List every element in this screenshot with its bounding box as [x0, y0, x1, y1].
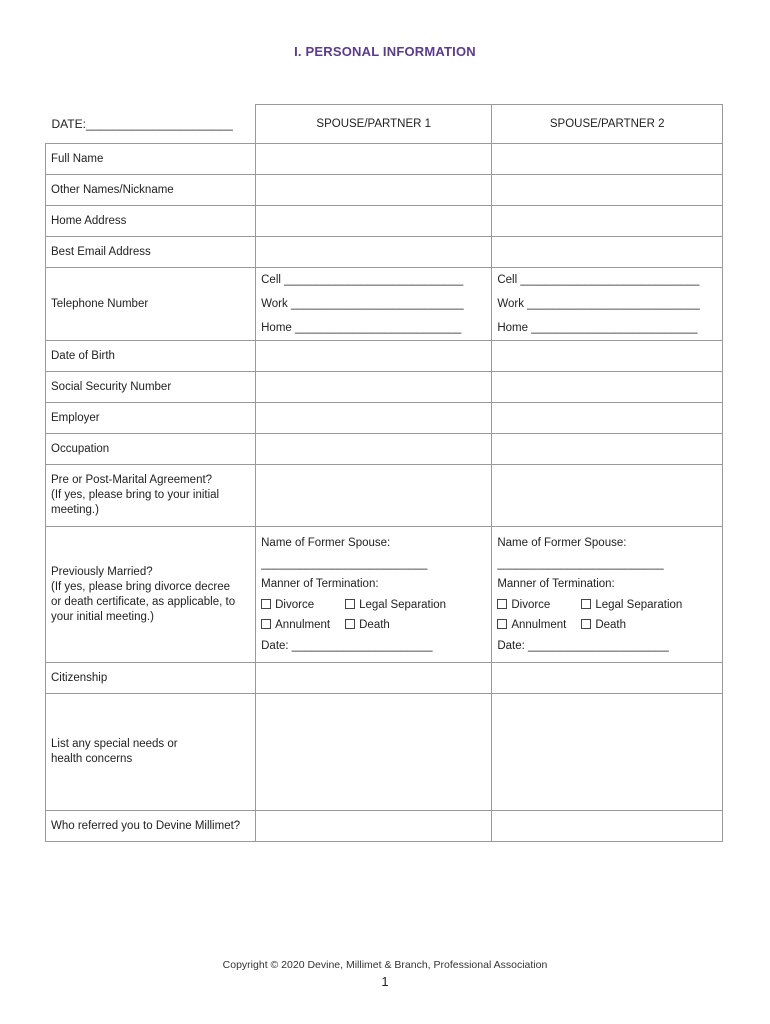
telephone-partner-1[interactable]: [256, 268, 492, 341]
married-line-2: (If yes, please bring divorce decree: [51, 580, 230, 593]
label-date-of-birth: Date of Birth: [46, 341, 256, 372]
agreement-line-1: Pre or Post-Marital Agreement?: [51, 474, 213, 486]
column-header-partner-1: SPOUSE/PARTNER 1: [256, 105, 492, 144]
referred-partner-1[interactable]: [256, 811, 492, 842]
label-telephone: Telephone Number: [46, 268, 256, 341]
legal-separation-option[interactable]: Legal Separation: [581, 599, 682, 611]
agreement-partner-2[interactable]: [492, 465, 723, 527]
label-home-address: Home Address: [46, 206, 256, 237]
legal-separation-option[interactable]: Legal Separation: [345, 599, 446, 611]
employer-partner-1[interactable]: [256, 403, 492, 434]
work-field[interactable]: Work ___________________________: [261, 298, 464, 310]
label-previously-married: [46, 527, 256, 663]
page-title: I. PERSONAL INFORMATION: [294, 44, 476, 59]
citizenship-partner-1[interactable]: [256, 663, 492, 694]
label-agreement: [46, 465, 256, 527]
married-line-3: or death certificate, as applicable, to: [51, 595, 236, 608]
date-field[interactable]: DATE:______________________: [46, 105, 256, 144]
married-line-4: your initial meeting.): [51, 610, 154, 623]
home-address-partner-2[interactable]: [492, 206, 723, 237]
label-occupation: Occupation: [46, 434, 256, 465]
former-spouse-label: Name of Former Spouse:: [261, 537, 391, 549]
termination-label: Manner of Termination:: [497, 578, 615, 590]
cell-field[interactable]: Cell ____________________________: [261, 274, 464, 286]
checkbox-icon[interactable]: [497, 619, 507, 629]
full-name-partner-2[interactable]: [492, 144, 723, 175]
checkbox-icon[interactable]: [581, 619, 591, 629]
termination-date-field[interactable]: Date: ______________________: [261, 639, 433, 652]
special-needs-partner-1[interactable]: [256, 694, 492, 811]
death-option[interactable]: Death: [345, 619, 390, 631]
occupation-partner-2[interactable]: [492, 434, 723, 465]
label-ssn: Social Security Number: [46, 372, 256, 403]
termination-date-field[interactable]: Date: ______________________: [497, 639, 669, 652]
married-partner-2[interactable]: [492, 527, 723, 663]
former-spouse-label: Name of Former Spouse:: [497, 537, 627, 549]
label-citizenship: Citizenship: [46, 663, 256, 694]
death-option[interactable]: Death: [581, 619, 626, 631]
label-special-needs: [46, 694, 256, 811]
label-full-name: Full Name: [46, 144, 256, 175]
dob-partner-2[interactable]: [492, 341, 723, 372]
home-field[interactable]: Home __________________________: [261, 322, 462, 334]
divorce-option[interactable]: Divorce: [261, 595, 345, 616]
occupation-partner-1[interactable]: [256, 434, 492, 465]
personal-information-table: [45, 104, 723, 842]
other-names-partner-2[interactable]: [492, 175, 723, 206]
label-employer: Employer: [46, 403, 256, 434]
agreement-partner-1[interactable]: [256, 465, 492, 527]
column-header-partner-2: SPOUSE/PARTNER 2: [492, 105, 723, 144]
special-line-2: health concerns: [51, 753, 133, 765]
employer-partner-2[interactable]: [492, 403, 723, 434]
home-address-partner-1[interactable]: [256, 206, 492, 237]
former-spouse-field[interactable]: __________________________: [261, 557, 428, 570]
agreement-line-3: meeting.): [51, 504, 99, 516]
telephone-partner-2[interactable]: [492, 268, 723, 341]
full-name-partner-1[interactable]: [256, 144, 492, 175]
married-line-1: Previously Married?: [51, 565, 153, 578]
annulment-option[interactable]: Annulment: [261, 615, 345, 636]
divorce-option[interactable]: Divorce: [497, 595, 581, 616]
annulment-option[interactable]: Annulment: [497, 615, 581, 636]
checkbox-icon[interactable]: [345, 599, 355, 609]
married-partner-1[interactable]: [256, 527, 492, 663]
termination-label: Manner of Termination:: [261, 578, 379, 590]
referred-partner-2[interactable]: [492, 811, 723, 842]
checkbox-icon[interactable]: [581, 599, 591, 609]
ssn-partner-1[interactable]: [256, 372, 492, 403]
former-spouse-field[interactable]: __________________________: [497, 557, 664, 570]
special-line-1: List any special needs or: [51, 738, 178, 750]
checkbox-icon[interactable]: [261, 599, 271, 609]
special-needs-partner-2[interactable]: [492, 694, 723, 811]
checkbox-icon[interactable]: [261, 619, 271, 629]
email-partner-1[interactable]: [256, 237, 492, 268]
label-referred-by: Who referred you to Devine Millimet?: [46, 811, 256, 842]
citizenship-partner-2[interactable]: [492, 663, 723, 694]
dob-partner-1[interactable]: [256, 341, 492, 372]
home-field[interactable]: Home __________________________: [497, 322, 698, 334]
ssn-partner-2[interactable]: [492, 372, 723, 403]
agreement-line-2: (If yes, please bring to your initial: [51, 489, 220, 501]
cell-field[interactable]: Cell ____________________________: [497, 274, 700, 286]
label-other-names: Other Names/Nickname: [46, 175, 256, 206]
checkbox-icon[interactable]: [497, 599, 507, 609]
other-names-partner-1[interactable]: [256, 175, 492, 206]
work-field[interactable]: Work ___________________________: [497, 298, 700, 310]
copyright-notice: Copyright © 2020 Devine, Millimet & Branch, Professional Association: [222, 959, 548, 971]
checkbox-icon[interactable]: [345, 619, 355, 629]
email-partner-2[interactable]: [492, 237, 723, 268]
page-number: 1: [381, 974, 389, 989]
label-best-email: Best Email Address: [46, 237, 256, 268]
